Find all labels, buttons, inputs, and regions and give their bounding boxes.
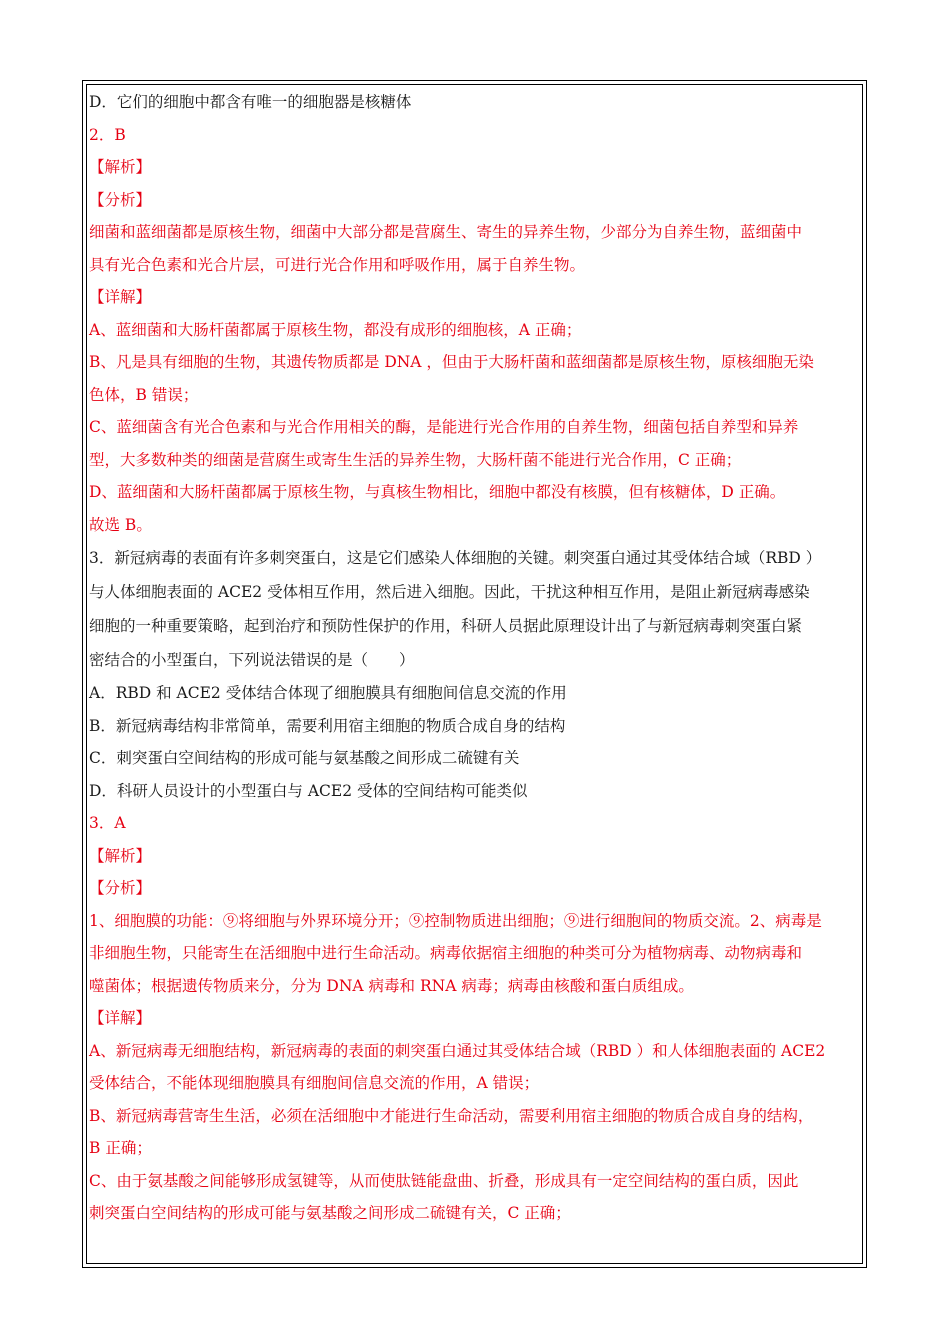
q3-analysis-line: 非细胞生物，只能寄生在活细胞中进行生命活动。病毒依据宿主细胞的种类可分为植物病毒、动物病毒和 (89, 944, 803, 962)
q2-fenxi-heading: 【分析】 (89, 190, 152, 209)
document-content (89, 86, 861, 1230)
q3-option-a: A．RBD 和 ACE2 受体结合体现了细胞膜具有细胞间信息交流的作用 (89, 684, 567, 702)
q3-detail-line: B 正确； (89, 1139, 152, 1157)
q2-jiexi-heading: 【解析】 (89, 158, 152, 176)
q2-option-d: D．它们的细胞中都含有唯一的细胞器是核糖体 (89, 93, 412, 111)
q2-detail-line: A、蓝细菌和大肠杆菌都属于原核生物，都没有成形的细胞核，A 正确； (89, 320, 582, 339)
q3-fenxi-heading: 【分析】 (89, 879, 152, 897)
q3-analysis-line: 1、细胞膜的功能：⑨将细胞与外界环境分开；⑨控制物质进出细胞；⑨进行细胞间的物质交流。2、病毒是 (89, 911, 822, 930)
q3-option-b: B．新冠病毒结构非常简单，需要利用宿主细胞的物质合成自身的结构 (89, 716, 566, 735)
q3-detail-line: B、新冠病毒营寄生生活，必须在活细胞中才能进行生命活动，需要利用宿主细胞的物质合成自身的结构， (89, 1106, 814, 1125)
q3-answer: 3．A (89, 814, 126, 832)
q2-detail-line: 型，大多数种类的细菌是营腐生或寄生生活的异养生物，大肠杆菌不能进行光合作用，C 正确； (89, 450, 742, 469)
q2-detail-line: 色体，B 错误； (89, 385, 199, 404)
q2-analysis-line: 具有光合色素和光合片层，可进行光合作用和呼吸作用，属于自养生物。 (89, 255, 586, 274)
q3-stem-line: 细胞的一种重要策略，起到治疗和预防性保护的作用，科研人员据此原理设计出了与新冠病毒刺突蛋白紧 (89, 617, 803, 635)
q2-detail-line: C、蓝细菌含有光合色素和与光合作用相关的酶，是能进行光合作用的自养生物，细菌包括自养型和异养 (89, 418, 799, 436)
q3-jiexi-heading: 【解析】 (89, 846, 152, 865)
q3-detail-line: 受体结合，不能体现细胞膜具有细胞间信息交流的作用，A 错误； (89, 1074, 540, 1092)
q2-detail-line: D、蓝细菌和大肠杆菌都属于原核生物，与真核生物相比，细胞中都没有核膜，但有核糖体，D 正确。 (89, 483, 786, 501)
q3-detail-line: A、新冠病毒无细胞结构，新冠病毒的表面的刺突蛋白通过其受体结合域（RBD ）和人体细胞表面的 ACE2 (89, 1041, 826, 1060)
q3-detail-line: 刺突蛋白空间结构的形成可能与氨基酸之间形成二硫键有关，C 正确； (89, 1204, 571, 1222)
q2-detail-line: 故选 B。 (89, 515, 152, 534)
q3-stem-line: 3．新冠病毒的表面有许多刺突蛋白，这是它们感染人体细胞的关键。刺突蛋白通过其受体结合域（RBD ） (89, 549, 822, 567)
q3-option-d: D．科研人员设计的小型蛋白与 ACE2 受体的空间结构可能类似 (89, 781, 528, 800)
q3-stem-line: 密结合的小型蛋白，下列说法错误的是（ ） (89, 651, 415, 669)
q2-analysis-line: 细菌和蓝细菌都是原核生物，细菌中大部分都是营腐生、寄生的异养生物，少部分为自养生物，蓝细菌中 (89, 223, 803, 241)
q3-analysis-line: 噬菌体；根据遗传物质来分，分为 DNA 病毒和 RNA 病毒；病毒由核酸和蛋白质组成。 (89, 976, 694, 995)
q3-option-c: C．刺突蛋白空间结构的形成可能与氨基酸之间形成二硫键有关 (89, 749, 520, 767)
q3-stem-line: 与人体细胞表面的 ACE2 受体相互作用，然后进入细胞。因此，干扰这种相互作用，是阻止新冠病毒感染 (89, 583, 810, 601)
q2-xiangjie-heading: 【详解】 (89, 288, 152, 306)
q3-xiangjie-heading: 【详解】 (89, 1009, 152, 1027)
q2-answer: 2．B (89, 125, 126, 144)
q3-detail-line: C、由于氨基酸之间能够形成氢键等，从而使肽链能盘曲、折叠，形成具有一定空间结构的蛋白质，因此 (89, 1171, 799, 1190)
q2-detail-line: B、凡是具有细胞的生物，其遗传物质都是 DNA ，但由于大肠杆菌和蓝细菌都是原核生物，原核细胞无染 (89, 353, 814, 371)
